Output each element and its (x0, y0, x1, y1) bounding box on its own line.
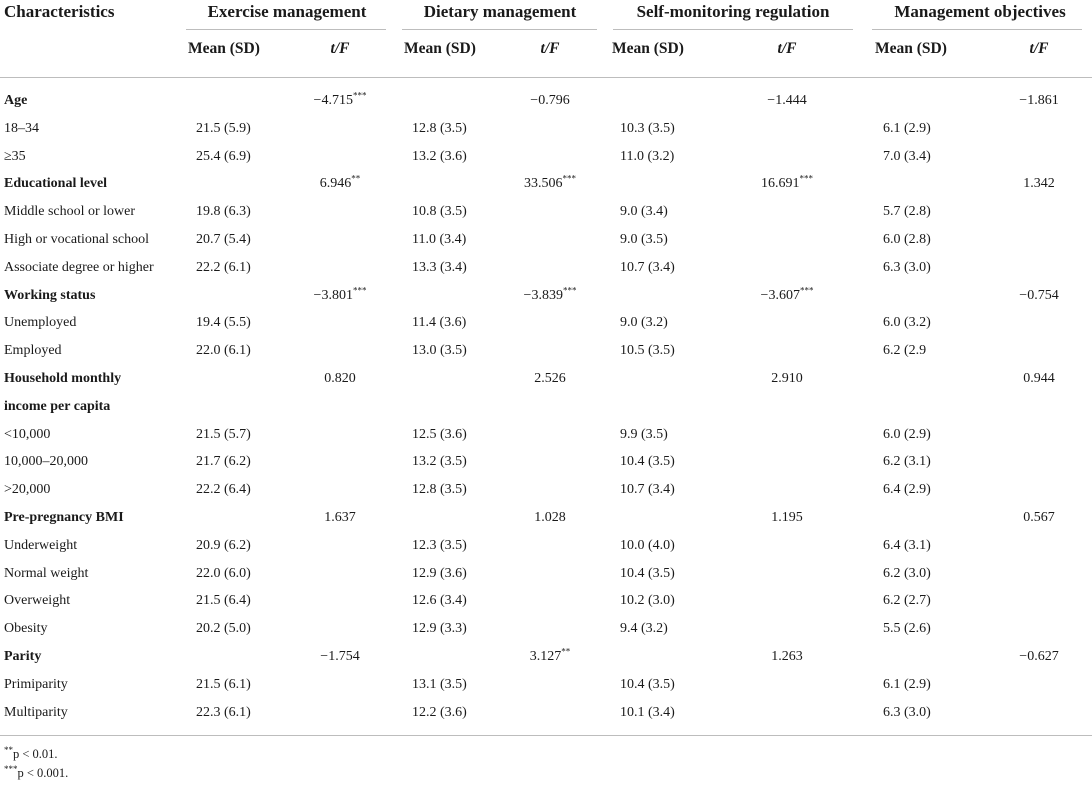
cell-mean-sd: 10.7 (3.4) (620, 259, 675, 275)
cell-mean-sd: 12.9 (3.6) (412, 565, 467, 581)
cell-t-f: −1.861 (1019, 93, 1059, 108)
cell-mean-sd: 6.0 (2.9) (883, 426, 931, 442)
cell-mean-sd: 12.9 (3.3) (412, 621, 467, 637)
cell-t-f: 1.263 (771, 649, 803, 664)
cell-t-f: 6.946** (319, 173, 361, 192)
cell-t-f: 16.691*** (761, 173, 813, 192)
row-label: Household monthly (4, 371, 122, 386)
cell-t-f: −3.801*** (313, 284, 367, 303)
cell-mean-sd: 12.2 (3.6) (412, 704, 467, 720)
header-bottom-rule (0, 77, 1092, 78)
header-t-f: t/F (540, 40, 560, 57)
cell-mean-sd: 6.3 (3.0) (883, 259, 931, 275)
header-t-f: t/F (1029, 40, 1049, 57)
row-label: Primiparity (4, 676, 68, 692)
row-label: Parity (4, 649, 42, 664)
cell-mean-sd: 21.5 (5.9) (196, 120, 251, 136)
cell-mean-sd: 6.0 (2.8) (883, 232, 931, 247)
row-label: Educational level (4, 176, 108, 192)
cell-mean-sd: 22.2 (6.1) (196, 259, 251, 275)
cell-t-f: 1.342 (1023, 176, 1055, 192)
row-label: High or vocational school (4, 232, 150, 247)
cell-t-f: −4.715*** (313, 90, 367, 108)
cell-t-f: 2.910 (771, 371, 803, 386)
header-mean-sd: Mean (SD) (875, 40, 947, 57)
cell-mean-sd: 12.8 (3.5) (412, 482, 467, 498)
row-label: Overweight (4, 593, 71, 609)
header-characteristics: Characteristics (4, 2, 115, 21)
header-mean-sd: Mean (SD) (188, 40, 260, 57)
header-group-title: Management objectives (894, 2, 1066, 21)
cell-mean-sd: 21.5 (5.7) (196, 426, 251, 442)
cell-mean-sd: 10.2 (3.0) (620, 593, 675, 609)
cell-t-f: −3.839*** (523, 284, 577, 303)
cell-mean-sd: 10.0 (4.0) (620, 537, 675, 553)
cell-mean-sd: 10.3 (3.5) (620, 120, 675, 136)
cell-mean-sd: 9.9 (3.5) (620, 426, 668, 442)
row-label: Employed (4, 343, 62, 359)
row-label: <10,000 (4, 426, 51, 442)
cell-mean-sd: 6.0 (3.2) (883, 315, 931, 331)
cell-t-f: −0.627 (1019, 649, 1059, 664)
cell-mean-sd: 10.5 (3.5) (620, 343, 675, 359)
cell-mean-sd: 12.5 (3.6) (412, 426, 467, 442)
cell-mean-sd: 10.1 (3.4) (620, 704, 675, 720)
header-mean-sd: Mean (SD) (612, 40, 684, 57)
header-group-underline (613, 29, 853, 30)
cell-t-f: −1.444 (767, 93, 807, 108)
cell-t-f: 33.506*** (524, 173, 576, 192)
row-label: Working status (4, 287, 96, 303)
footnote: **p < 0.01. (4, 744, 58, 761)
row-label: Multiparity (4, 704, 68, 720)
row-label: Unemployed (4, 315, 77, 331)
row-label: income per capita (4, 398, 111, 414)
cell-t-f: 0.567 (1023, 510, 1055, 525)
row-label: Pre-pregnancy BMI (4, 510, 124, 525)
cell-mean-sd: 20.2 (5.0) (196, 621, 251, 637)
header-group-underline (872, 29, 1082, 30)
header-group-underline (186, 29, 386, 30)
cell-mean-sd: 19.8 (6.3) (196, 204, 251, 220)
cell-mean-sd: 25.4 (6.9) (196, 148, 251, 164)
row-label: Underweight (4, 537, 78, 553)
cell-mean-sd: 9.4 (3.2) (620, 621, 668, 637)
cell-t-f: 2.526 (534, 371, 566, 386)
cell-mean-sd: 6.2 (2.7) (883, 593, 931, 609)
cell-mean-sd: 11.0 (3.2) (620, 148, 675, 164)
row-label: Obesity (4, 621, 48, 637)
cell-t-f: 1.637 (324, 510, 356, 525)
row-label: ≥35 (4, 148, 26, 164)
cell-mean-sd: 11.4 (3.6) (412, 315, 467, 331)
cell-mean-sd: 12.3 (3.5) (412, 537, 467, 553)
header-mean-sd: Mean (SD) (404, 40, 476, 57)
cell-mean-sd: 22.0 (6.1) (196, 343, 251, 359)
cell-mean-sd: 19.4 (5.5) (196, 315, 251, 331)
cell-mean-sd: 21.7 (6.2) (196, 454, 251, 470)
cell-mean-sd: 6.4 (2.9) (883, 482, 931, 498)
header-group-underline (402, 29, 597, 30)
cell-mean-sd: 10.4 (3.5) (620, 565, 675, 581)
cell-mean-sd: 5.5 (2.6) (883, 621, 931, 637)
cell-mean-sd: 21.5 (6.1) (196, 676, 251, 692)
cell-mean-sd: 13.2 (3.6) (412, 148, 467, 164)
cell-t-f: 1.028 (534, 510, 566, 525)
cell-mean-sd: 6.2 (3.1) (883, 454, 931, 470)
cell-mean-sd: 10.4 (3.5) (620, 454, 675, 470)
cell-mean-sd: 9.0 (3.2) (620, 315, 668, 331)
row-label: Middle school or lower (4, 204, 136, 220)
cell-mean-sd: 6.4 (3.1) (883, 537, 931, 553)
cell-t-f: −0.754 (1019, 287, 1059, 303)
cell-mean-sd: 6.2 (2.9 (883, 343, 927, 359)
cell-t-f: 3.127** (529, 646, 571, 664)
cell-mean-sd: 13.1 (3.5) (412, 676, 467, 692)
header-group-title: Exercise management (207, 2, 367, 21)
cell-t-f: 0.944 (1023, 371, 1055, 386)
cell-t-f: 1.195 (771, 510, 803, 525)
row-label: Associate degree or higher (4, 259, 154, 275)
cell-mean-sd: 20.7 (5.4) (196, 232, 251, 247)
cell-mean-sd: 10.7 (3.4) (620, 482, 675, 498)
row-label: 10,000–20,000 (4, 454, 88, 470)
table-bottom-rule (0, 735, 1092, 736)
cell-mean-sd: 9.0 (3.5) (620, 232, 668, 247)
cell-mean-sd: 13.0 (3.5) (412, 343, 467, 359)
cell-t-f: −3.607*** (760, 284, 814, 303)
cell-mean-sd: 9.0 (3.4) (620, 204, 668, 220)
row-label: 18–34 (4, 120, 39, 136)
cell-mean-sd: 6.3 (3.0) (883, 704, 931, 720)
cell-mean-sd: 6.1 (2.9) (883, 120, 931, 136)
row-label: >20,000 (4, 482, 51, 498)
cell-mean-sd: 5.7 (2.8) (883, 204, 931, 220)
cell-mean-sd: 7.0 (3.4) (883, 148, 931, 164)
cell-mean-sd: 13.3 (3.4) (412, 259, 467, 275)
footnote: ***p < 0.001. (4, 763, 69, 780)
cell-mean-sd: 22.2 (6.4) (196, 482, 251, 498)
cell-mean-sd: 11.0 (3.4) (412, 232, 467, 247)
cell-mean-sd: 20.9 (6.2) (196, 537, 251, 553)
cell-mean-sd: 12.8 (3.5) (412, 120, 467, 136)
cell-mean-sd: 12.6 (3.4) (412, 593, 467, 609)
cell-mean-sd: 22.3 (6.1) (196, 704, 251, 720)
cell-t-f: −0.796 (530, 93, 570, 108)
header-t-f: t/F (330, 40, 350, 57)
cell-t-f: 0.820 (324, 371, 356, 386)
cell-mean-sd: 22.0 (6.0) (196, 565, 251, 581)
header-t-f: t/F (777, 40, 797, 57)
row-label: Age (4, 93, 28, 108)
cell-mean-sd: 10.4 (3.5) (620, 676, 675, 692)
cell-mean-sd: 13.2 (3.5) (412, 454, 467, 470)
cell-mean-sd: 10.8 (3.5) (412, 204, 467, 220)
row-label: Normal weight (4, 565, 89, 581)
header-group-title: Self-monitoring regulation (636, 2, 830, 21)
cell-t-f: −1.754 (320, 649, 360, 664)
cell-mean-sd: 21.5 (6.4) (196, 593, 251, 609)
cell-mean-sd: 6.2 (3.0) (883, 565, 931, 581)
cell-mean-sd: 6.1 (2.9) (883, 676, 931, 692)
header-group-title: Dietary management (423, 2, 577, 21)
